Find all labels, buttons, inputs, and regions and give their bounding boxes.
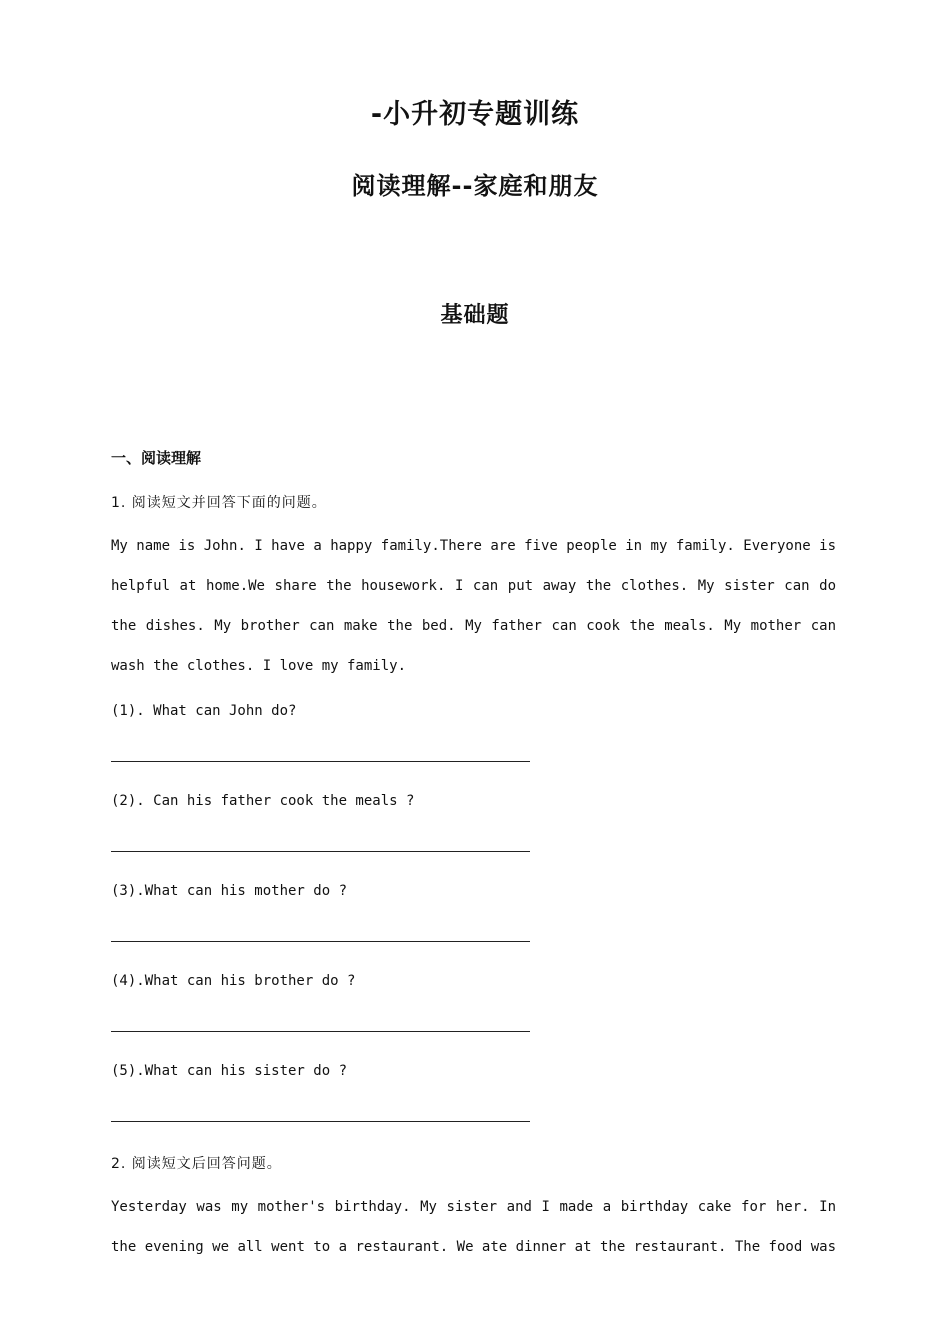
q1-question-2: (2). Can his father cook the meals ? — [111, 793, 415, 809]
difficulty-heading: 基础题 — [440, 303, 510, 328]
answer-blank-1[interactable] — [111, 761, 530, 762]
q1-passage-line: the dishes. My brother can make the bed. My father can cook the meals. My mother can — [111, 618, 836, 634]
answer-blank-2[interactable] — [111, 851, 530, 852]
answer-blank-3[interactable] — [111, 941, 530, 942]
document-subtitle: 阅读理解--家庭和朋友 — [351, 172, 599, 200]
q1-question-1: (1). What can John do? — [111, 703, 297, 719]
q2-passage-line: Yesterday was my mother's birthday. My sister and I made a birthday cake for her. In — [111, 1199, 836, 1215]
q1-passage-line: helpful at home.We share the housework. I can put away the clothes. My sister can do — [111, 578, 836, 594]
answer-blank-5[interactable] — [111, 1121, 530, 1122]
q1-passage-line: wash the clothes. I love my family. — [111, 658, 407, 674]
q1-question-5: (5).What can his sister do ? — [111, 1063, 348, 1079]
q1-question-4: (4).What can his brother do ? — [111, 973, 356, 989]
q2-instruction: 2. 阅读短文后回答问题。 — [111, 1156, 282, 1172]
q2-passage-line: the evening we all went to a restaurant. We ate dinner at the restaurant. The food was — [111, 1239, 836, 1255]
answer-blank-4[interactable] — [111, 1031, 530, 1032]
section-heading: 一、阅读理解 — [111, 449, 202, 467]
q1-instruction: 1. 阅读短文并回答下面的问题。 — [111, 495, 327, 511]
document-title: -小升初专题训练 — [370, 99, 580, 130]
q1-passage-line: My name is John. I have a happy family.There are five people in my family. Everyone is — [111, 538, 836, 554]
q1-question-3: (3).What can his mother do ? — [111, 883, 348, 899]
